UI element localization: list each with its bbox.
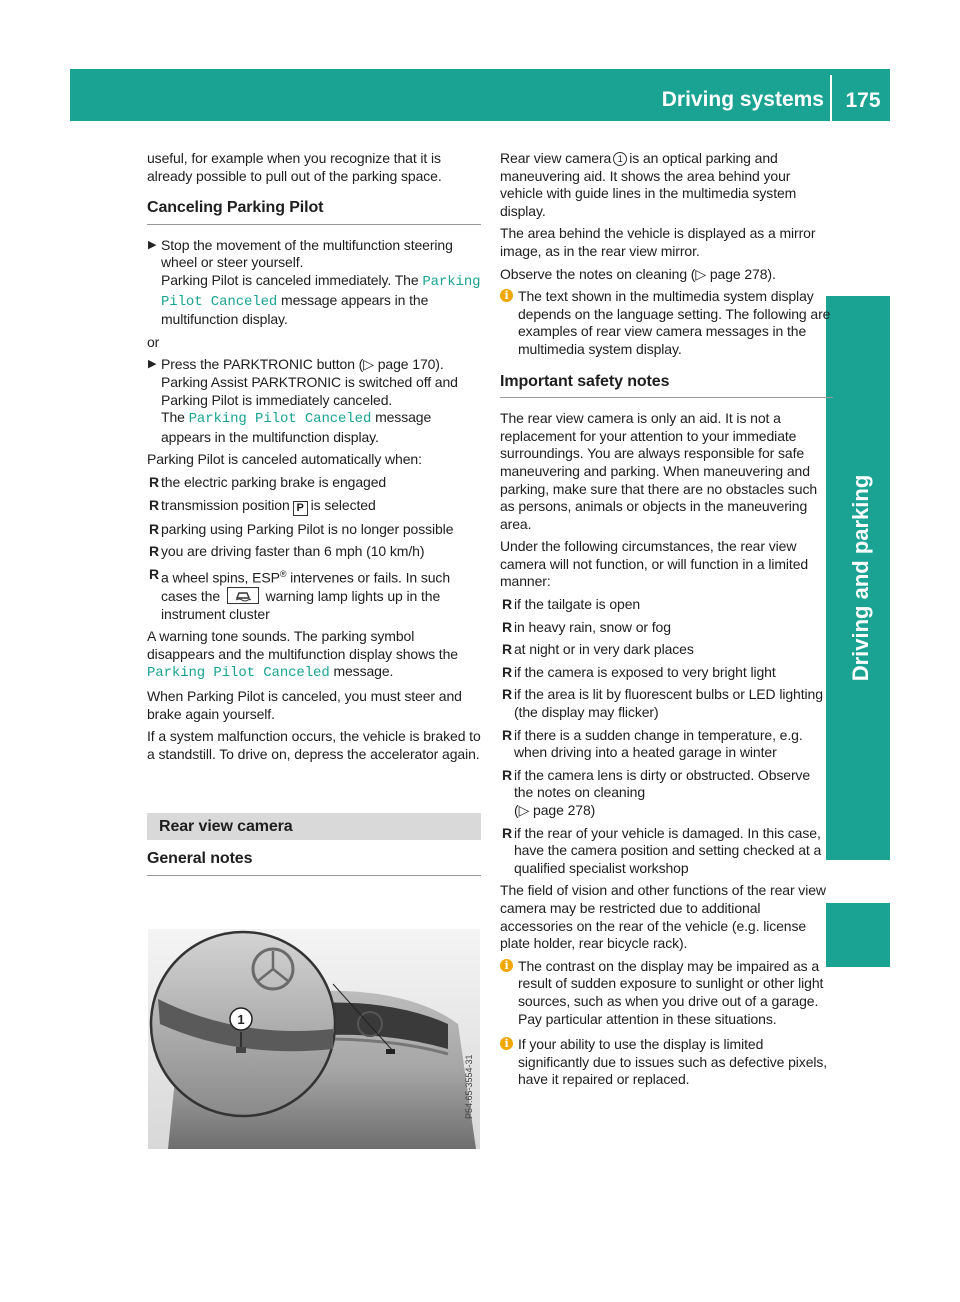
heading-general-notes: General notes	[147, 850, 481, 876]
mirror-image-text: The area behind the vehicle is displayed as a mirror image, as in the rear view mirror.	[500, 225, 816, 259]
list-item: R if the area is lit by fluorescent bulbs or LED lighting (the display may flicker)	[502, 686, 823, 721]
info-icon: i	[500, 959, 513, 972]
callout-number-icon: 1	[613, 152, 627, 166]
info-icon: i	[500, 289, 513, 302]
page-reference[interactable]: page 170).	[377, 356, 444, 373]
instruction-step: ▶ Press the PARKTRONIC button (▷ page 170). Parking Assist PARKTRONIC is switched off and Parking Pilot is immediately canceled. The Parking Pilot Canceled message appears in the multifunction display.	[148, 356, 458, 445]
photo-callout-number: 1	[237, 1012, 245, 1027]
step-arrow-icon: ▶	[148, 358, 157, 371]
thumb-index-marker	[826, 903, 890, 967]
left-column	[147, 150, 481, 888]
rear-view-camera-photo	[148, 929, 480, 1149]
list-item: R transmission position P is selected	[149, 496, 376, 514]
display-message: Parking Pilot Canceled	[147, 665, 330, 682]
camera-description: Rear view camera 1 is an optical parking and maneuvering aid. It shows the area behind your vehicle with guide lines in the multimedia system display.	[500, 150, 797, 219]
esp-warning-lamp-icon	[227, 587, 259, 604]
page-number: 175	[845, 89, 881, 112]
park-position-icon: P	[293, 501, 308, 516]
malfunction-text: If a system malfunction occurs, the vehicle is braked to a standstill. To drive on, depress the accelerator again.	[147, 728, 481, 762]
list-item: R you are driving faster than 6 mph (10 km/h)	[149, 543, 425, 560]
instruction-step: ▶ Stop the movement of the multifunction steering wheel or steer yourself. Parking Pilot is canceled immediately. The Parking Pilot Canceled message appears in the multifunction display.	[148, 236, 481, 328]
intro-text: useful, for example when you recognize that it is already possible to pull out of the parking space.	[147, 150, 442, 184]
info-note: i The contrast on the display may be impaired as a result of sudden exposure to sunlight or other light sources, such as when you drive out of a garage. Pay particular attention in these situations.	[500, 958, 833, 1028]
list-item: R at night or in very dark places	[502, 641, 694, 658]
cleaning-note: Observe the notes on cleaning (▷ page 278).	[500, 265, 776, 282]
list-item: R if the rear of your vehicle is damaged. In this case, have the camera position and setting checked at a qualified specialist workshop	[502, 824, 822, 876]
heading-important-safety-notes: Important safety notes	[500, 373, 833, 399]
header-divider	[830, 75, 832, 121]
circumstances-intro: Under the following circumstances, the rear view camera will not function, or will function in a limited manner:	[500, 538, 809, 590]
field-of-vision-text: The field of vision and other functions of the rear view camera may be restricted due to additional accessories on the rear of the vehicle (e.g. license plate holder, rear bicycle rack).	[500, 882, 826, 952]
info-icon: i	[500, 1037, 513, 1050]
page-reference[interactable]: page 278).	[709, 265, 776, 282]
list-item: R a wheel spins, ESP® intervenes or fails. In such cases the warning lamp lights up in the instrument cluster	[149, 565, 451, 622]
list-item: R if the camera is exposed to very bright light	[502, 663, 776, 680]
display-message: Parking Pilot Canceled	[161, 273, 481, 310]
safety-text: The rear view camera is only an aid. It is not a replacement for your attention to your immediate surroundings. You are always responsible for safe maneuvering and parking. When maneuvering and parking, make sure that there are no obstacles such as persons, animals or objects in the maneuvering area.	[500, 410, 818, 532]
section-band-rear-view-camera: Rear view camera	[147, 813, 481, 840]
page-ref-arrow-icon: ▷	[518, 802, 530, 818]
right-column	[500, 150, 833, 1097]
warning-tone-text: A warning tone sounds. The parking symbol disappears and the multifunction display shows the Parking Pilot Canceled message.	[147, 628, 458, 682]
step-arrow-icon: ▶	[148, 238, 157, 251]
page-ref-arrow-icon: ▷	[363, 356, 374, 373]
list-item: R if there is a sudden change in temperature, e.g. when driving into a heated garage in winter	[502, 726, 803, 761]
list-item: R the electric parking brake is engaged	[149, 473, 387, 490]
page-reference[interactable]: page 278)	[533, 802, 596, 818]
auto-cancel-intro: Parking Pilot is canceled automatically when:	[147, 451, 422, 468]
header-bar	[70, 69, 890, 121]
page-ref-arrow-icon: ▷	[695, 265, 707, 282]
photo-reference-code: P54.65-3554-31	[464, 1054, 474, 1119]
display-message: Parking Pilot Canceled	[188, 411, 372, 428]
or-text: or	[147, 333, 160, 350]
list-item: R if the camera lens is dirty or obstructed. Observe the notes on cleaning (▷ page 278)	[502, 766, 811, 818]
list-item: R in heavy rain, snow or fog	[502, 618, 671, 635]
info-note: i The text shown in the multimedia system display depends on the language setting. The following are examples of rear view camera messages in the multimedia system display.	[500, 288, 833, 358]
steer-text: When Parking Pilot is canceled, you must steer and brake again yourself.	[147, 687, 462, 722]
info-note: i If your ability to use the display is limited significantly due to issues such as defective pixels, have it repaired or replaced.	[500, 1036, 833, 1089]
list-item: R if the tailgate is open	[502, 596, 641, 613]
chapter-tab-label: Driving and parking	[848, 474, 873, 682]
section-title: Driving systems	[661, 88, 824, 111]
list-item: R parking using Parking Pilot is no longer possible	[149, 520, 454, 537]
heading-canceling-parking-pilot: Canceling Parking Pilot	[147, 199, 481, 225]
